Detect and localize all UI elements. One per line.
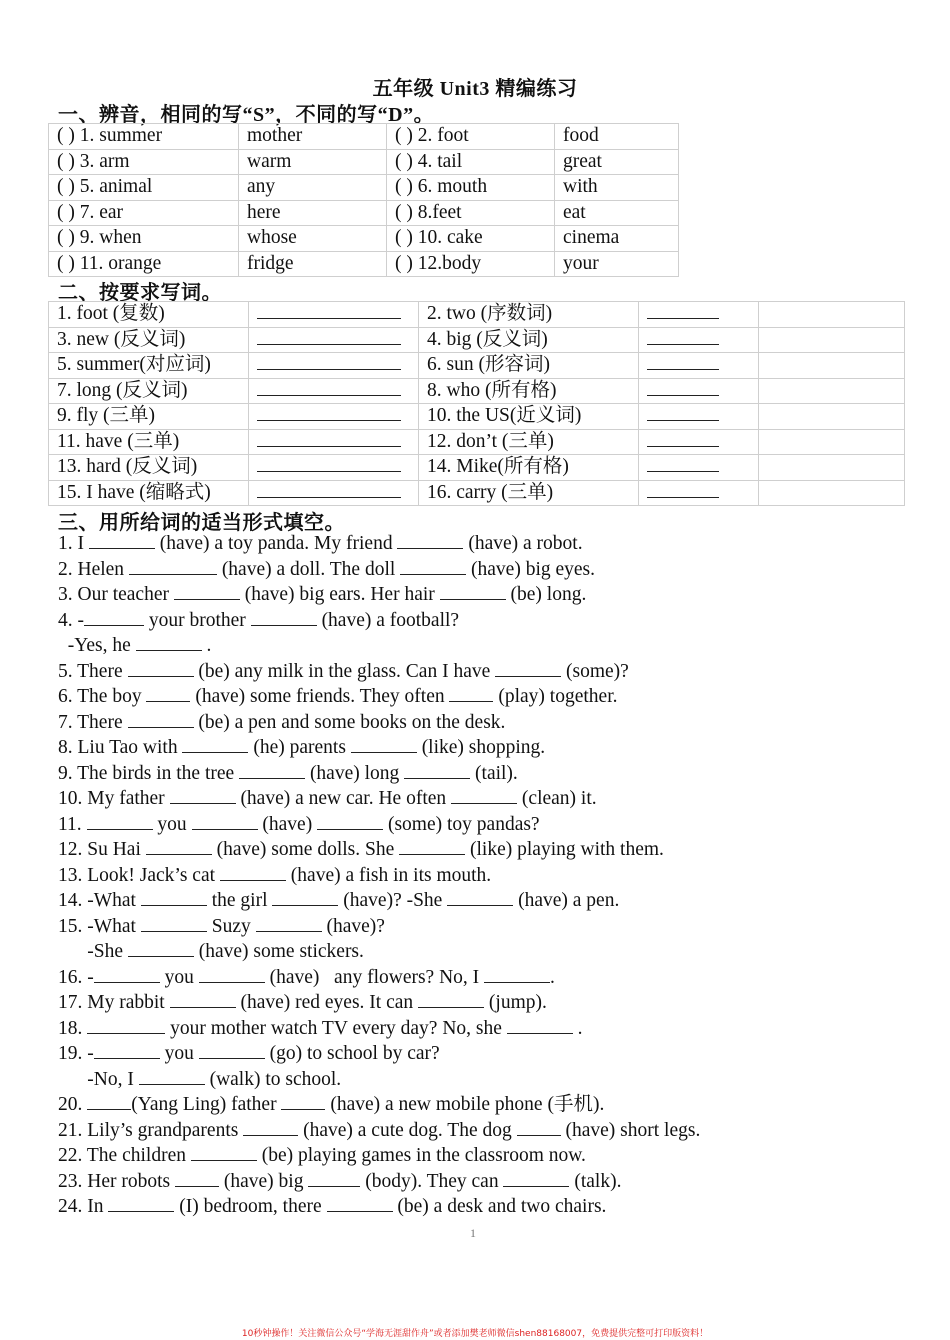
- prompt-word: 11. have (三单): [49, 429, 249, 455]
- exercise-text: (some) toy pandas?: [383, 813, 540, 835]
- exercise-text: .: [550, 966, 555, 988]
- exercise-text: -No, I: [58, 1068, 139, 1090]
- exercise-text: (have)?: [321, 915, 385, 937]
- answer-blank[interactable]: [257, 455, 401, 472]
- answer-blank[interactable]: [87, 1093, 131, 1110]
- exercise-text: (talk).: [569, 1170, 622, 1192]
- exercise-text: (body). They can: [360, 1170, 504, 1192]
- answer-blank[interactable]: [647, 379, 719, 396]
- exercise-text: 21. Lily’s grandparents: [58, 1119, 244, 1141]
- exercise-text: you: [152, 813, 192, 835]
- exercise-line: [58, 1170, 621, 1194]
- exercise-text: 3. Our teacher: [58, 584, 174, 605]
- exercise-line: [58, 940, 364, 964]
- exercise-line: [58, 660, 629, 684]
- exercise-text: 5. There: [58, 660, 128, 682]
- exercise-text: 17. My rabbit: [58, 992, 170, 1013]
- comparison-word: whose: [239, 226, 387, 252]
- footer-notice: 10秒钟操作！关注微信公众号“学海无涯甜作舟”或者添加樊老师微信shen88168007，免费提供完整可打印版资料！: [241, 1329, 709, 1339]
- answer-blank[interactable]: [495, 660, 561, 677]
- table-row: [49, 455, 905, 481]
- exercise-text: 15. -What: [58, 915, 141, 937]
- exercise-line: [58, 991, 547, 1015]
- answer-blank[interactable]: [647, 455, 719, 472]
- table-row: [49, 327, 905, 353]
- answer-blank[interactable]: [399, 838, 465, 855]
- exercise-text: .: [572, 1017, 583, 1039]
- exercise-text: 9. The birds in the tree: [58, 762, 240, 784]
- answer-blank[interactable]: [199, 1042, 265, 1059]
- exercise-line: [58, 813, 540, 837]
- exercise-text: 7. There: [58, 711, 128, 733]
- answer-blank[interactable]: [257, 430, 401, 447]
- prompt-word: 3. new (反义词): [49, 327, 249, 353]
- table-row: [49, 175, 679, 201]
- answer-blank[interactable]: [239, 762, 305, 779]
- answer-blank[interactable]: [327, 1195, 393, 1212]
- question-word: ( ) 9. when: [49, 226, 239, 252]
- prompt-word: 6. sun (形容词): [419, 353, 639, 379]
- exercise-text: 23. Her robots: [58, 1170, 175, 1192]
- comparison-word: great: [555, 149, 679, 175]
- answer-blank[interactable]: [503, 1170, 569, 1187]
- answer-blank[interactable]: [400, 558, 466, 575]
- comparison-word: warm: [239, 149, 387, 175]
- comparison-word: your: [555, 251, 679, 277]
- answer-blank[interactable]: [418, 991, 484, 1008]
- extra-cell[interactable]: [759, 378, 905, 404]
- exercise-text: (go) to school by car?: [264, 1043, 440, 1064]
- answer-blank[interactable]: [129, 558, 217, 575]
- prompt-word: 2. two (序数词): [419, 302, 639, 328]
- exercise-text: 18.: [58, 1017, 88, 1039]
- answer-blank[interactable]: [317, 813, 383, 830]
- answer-blank[interactable]: [257, 302, 401, 319]
- answer-blank[interactable]: [141, 915, 207, 932]
- answer-blank[interactable]: [647, 481, 719, 498]
- exercise-line: [58, 966, 555, 990]
- question-word: ( ) 5. animal: [49, 175, 239, 201]
- exercise-text: 19. -: [58, 1043, 94, 1064]
- exercise-line: [58, 634, 211, 658]
- exercise-text: Suzy: [206, 915, 256, 937]
- exercise-text: (have) a fish in its mouth.: [285, 864, 492, 886]
- exercise-text: (have) red eyes. It can: [235, 992, 419, 1013]
- exercise-text: (like) shopping.: [416, 737, 546, 758]
- exercise-text: you: [159, 1043, 199, 1064]
- exercise-line: [58, 532, 583, 556]
- exercise-text: (have) big ears. Her hair: [239, 584, 440, 605]
- exercise-line: [58, 1068, 341, 1092]
- answer-blank[interactable]: [507, 1017, 573, 1034]
- exercise-text: the girl: [206, 890, 273, 911]
- answer-cell[interactable]: [639, 302, 759, 328]
- question-word: ( ) 7. ear: [49, 200, 239, 226]
- answer-blank[interactable]: [84, 609, 144, 626]
- exercise-text: (be) any milk in the glass. Can I have: [193, 660, 496, 682]
- answer-cell[interactable]: [249, 404, 419, 430]
- answer-cell[interactable]: [249, 429, 419, 455]
- answer-blank[interactable]: [199, 966, 265, 983]
- answer-cell[interactable]: [639, 327, 759, 353]
- exercise-text: (be) a desk and two chairs.: [392, 1196, 607, 1217]
- answer-blank[interactable]: [108, 1195, 174, 1212]
- prompt-word: 4. big (反义词): [419, 327, 639, 353]
- exercise-text: (Yang Ling) father: [131, 1094, 282, 1115]
- exercise-text: 8. Liu Tao with: [58, 737, 183, 758]
- prompt-word: 10. the US(近义词): [419, 404, 639, 430]
- answer-blank[interactable]: [404, 762, 470, 779]
- answer-blank[interactable]: [94, 1042, 160, 1059]
- question-word: ( ) 4. tail: [387, 149, 555, 175]
- exercise-text: (have) short legs.: [560, 1119, 701, 1141]
- answer-cell[interactable]: [639, 429, 759, 455]
- answer-blank[interactable]: [647, 404, 719, 421]
- exercise-line: [58, 685, 617, 709]
- comparison-word: eat: [555, 200, 679, 226]
- exercise-line: [58, 889, 619, 913]
- answer-blank[interactable]: [192, 813, 258, 830]
- exercise-line: [58, 1042, 440, 1066]
- answer-cell[interactable]: [249, 480, 419, 506]
- table-row: [49, 124, 679, 150]
- extra-cell[interactable]: [759, 455, 905, 481]
- prompt-word: 16. carry (三单): [419, 480, 639, 506]
- answer-blank[interactable]: [517, 1119, 561, 1136]
- answer-blank[interactable]: [174, 583, 240, 600]
- exercise-text: (have) big eyes.: [466, 558, 596, 580]
- exercise-text: (be) a pen and some books on the desk.: [193, 711, 506, 733]
- exercise-text: (clean) it.: [517, 788, 597, 809]
- answer-blank[interactable]: [451, 787, 517, 804]
- exercise-text: (have) a new car. He often: [235, 788, 452, 809]
- exercise-line: [58, 915, 385, 939]
- answer-blank[interactable]: [256, 915, 322, 932]
- exercise-line: [58, 711, 505, 735]
- table-row: [49, 480, 905, 506]
- comparison-word: food: [555, 124, 679, 150]
- exercise-text: your brother: [144, 609, 251, 631]
- comparison-word: any: [239, 175, 387, 201]
- exercise-line: [58, 762, 518, 786]
- exercise-text: (have) some friends. They often: [190, 686, 450, 707]
- answer-blank[interactable]: [484, 966, 550, 983]
- answer-blank[interactable]: [440, 583, 506, 600]
- exercise-text: (have) a new mobile phone (手机).: [325, 1094, 605, 1115]
- prompt-word: 7. long (反义词): [49, 378, 249, 404]
- exercise-text: (have) a robot.: [463, 533, 583, 554]
- exercise-text: (have) big: [218, 1170, 309, 1192]
- answer-cell[interactable]: [249, 378, 419, 404]
- exercise-text: 1. I: [58, 533, 89, 554]
- exercise-text: (he) parents: [248, 737, 351, 758]
- prompt-word: 15. I have (缩略式): [49, 480, 249, 506]
- answer-blank[interactable]: [170, 991, 236, 1008]
- answer-blank[interactable]: [220, 864, 286, 881]
- answer-blank[interactable]: [257, 404, 401, 421]
- exercise-text: (have): [257, 813, 318, 835]
- extra-cell[interactable]: [759, 302, 905, 328]
- answer-blank[interactable]: [647, 328, 719, 345]
- answer-blank[interactable]: [146, 838, 212, 855]
- exercise-text: 6. The boy: [58, 686, 147, 707]
- answer-blank[interactable]: [141, 889, 207, 906]
- answer-cell[interactable]: [639, 404, 759, 430]
- answer-blank[interactable]: [243, 1119, 298, 1136]
- comparison-word: fridge: [239, 251, 387, 277]
- exercise-text: (have) a toy panda. My friend: [154, 533, 398, 554]
- exercise-line: [58, 787, 597, 811]
- answer-cell[interactable]: [249, 455, 419, 481]
- exercise-text: 13. Look! Jack’s cat: [58, 864, 220, 886]
- comparison-word: here: [239, 200, 387, 226]
- page-title: 五年级 Unit3 精编练习: [372, 78, 578, 100]
- extra-cell[interactable]: [759, 353, 905, 379]
- answer-blank[interactable]: [647, 353, 719, 370]
- answer-blank[interactable]: [128, 940, 194, 957]
- answer-cell[interactable]: [639, 353, 759, 379]
- question-word: ( ) 12.body: [387, 251, 555, 277]
- exercise-text: (tail).: [470, 762, 518, 784]
- answer-blank[interactable]: [128, 660, 194, 677]
- exercise-text: 2. Helen: [58, 558, 129, 580]
- answer-blank[interactable]: [89, 532, 155, 549]
- answer-blank[interactable]: [397, 532, 463, 549]
- answer-blank[interactable]: [139, 1068, 205, 1085]
- sound-comparison-table: [48, 123, 679, 277]
- exercise-text: (have)? -She: [338, 890, 448, 911]
- exercise-text: (have) a cute dog. The dog: [298, 1119, 517, 1141]
- exercise-line: [58, 736, 545, 760]
- answer-blank[interactable]: [308, 1170, 360, 1187]
- exercise-text: 4. -: [58, 609, 84, 631]
- answer-cell[interactable]: [249, 327, 419, 353]
- section-three-heading: 三、用所给词的适当形式填空。: [58, 512, 345, 534]
- extra-cell[interactable]: [759, 404, 905, 430]
- answer-blank[interactable]: [351, 736, 417, 753]
- answer-blank[interactable]: [170, 787, 236, 804]
- extra-cell[interactable]: [759, 429, 905, 455]
- answer-blank[interactable]: [182, 736, 248, 753]
- prompt-word: 1. foot (复数): [49, 302, 249, 328]
- exercise-line: [58, 1093, 604, 1117]
- exercise-text: (have) any flowers? No, I: [264, 966, 485, 988]
- extra-cell[interactable]: [759, 327, 905, 353]
- exercise-text: (be) long.: [505, 584, 587, 605]
- answer-blank[interactable]: [647, 302, 719, 319]
- exercise-text: 16. -: [58, 966, 94, 988]
- question-word: ( ) 1. summer: [49, 124, 239, 150]
- answer-cell[interactable]: [639, 378, 759, 404]
- comparison-word: cinema: [555, 226, 679, 252]
- table-row: [49, 404, 905, 430]
- prompt-word: 9. fly (三单): [49, 404, 249, 430]
- prompt-word: 12. don’t (三单): [419, 429, 639, 455]
- table-row: [49, 378, 905, 404]
- answer-blank[interactable]: [447, 889, 513, 906]
- answer-blank[interactable]: [146, 685, 190, 702]
- answer-blank[interactable]: [257, 328, 401, 345]
- answer-blank[interactable]: [191, 1144, 257, 1161]
- exercise-line: [58, 838, 664, 862]
- answer-blank[interactable]: [449, 685, 493, 702]
- exercise-line: [58, 1195, 606, 1219]
- table-row: [49, 149, 679, 175]
- question-word: ( ) 10. cake: [387, 226, 555, 252]
- answer-blank[interactable]: [94, 966, 160, 983]
- exercise-line: [58, 1017, 583, 1041]
- exercise-text: (be) playing games in the classroom now.: [256, 1145, 586, 1166]
- section-two-heading: 二、按要求写词。: [58, 282, 222, 304]
- answer-blank[interactable]: [257, 481, 401, 498]
- exercise-text: 10. My father: [58, 788, 170, 809]
- table-row: [49, 429, 905, 455]
- comparison-word: with: [555, 175, 679, 201]
- table-row: [49, 353, 905, 379]
- answer-blank[interactable]: [175, 1170, 219, 1187]
- answer-cell[interactable]: [639, 480, 759, 506]
- exercise-line: [58, 864, 491, 888]
- exercise-line: [58, 558, 595, 582]
- answer-cell[interactable]: [249, 353, 419, 379]
- prompt-word: 13. hard (反义词): [49, 455, 249, 481]
- question-word: ( ) 3. arm: [49, 149, 239, 175]
- answer-blank[interactable]: [647, 430, 719, 447]
- exercise-text: -Yes, he: [58, 635, 136, 656]
- exercise-line: [58, 583, 586, 607]
- exercise-text: (jump).: [484, 992, 547, 1013]
- comparison-word: mother: [239, 124, 387, 150]
- exercise-text: 20.: [58, 1094, 88, 1115]
- question-word: ( ) 6. mouth: [387, 175, 555, 201]
- section-one-heading: 一、辨音，相同的写“S”，不同的写“D”。: [58, 104, 435, 126]
- question-word: ( ) 11. orange: [49, 251, 239, 277]
- answer-blank[interactable]: [281, 1093, 325, 1110]
- prompt-word: 5. summer(对应词): [49, 353, 249, 379]
- exercise-text: .: [201, 635, 212, 656]
- exercise-text: (have) a pen.: [513, 890, 620, 911]
- page-number: 1: [470, 1226, 476, 1240]
- answer-blank[interactable]: [272, 889, 338, 906]
- exercise-text: (walk) to school.: [204, 1068, 342, 1090]
- exercise-text: 11.: [58, 813, 87, 835]
- exercise-text: (have) long: [305, 762, 405, 784]
- answer-cell[interactable]: [639, 455, 759, 481]
- answer-blank[interactable]: [251, 609, 317, 626]
- exercise-line: [58, 1144, 586, 1168]
- answer-blank[interactable]: [128, 711, 194, 728]
- exercise-text: 12. Su Hai: [58, 839, 146, 860]
- answer-blank[interactable]: [87, 1017, 165, 1034]
- exercise-text: (have) some dolls. She: [211, 839, 400, 860]
- table-row: [49, 302, 905, 328]
- exercise-line: [58, 609, 459, 633]
- question-word: ( ) 2. foot: [387, 124, 555, 150]
- exercise-text: (have) a doll. The doll: [216, 558, 401, 580]
- extra-cell[interactable]: [759, 480, 905, 506]
- answer-cell[interactable]: [249, 302, 419, 328]
- exercise-text: -She: [58, 941, 128, 962]
- prompt-word: 14. Mike(所有格): [419, 455, 639, 481]
- exercise-text: (some)?: [561, 660, 629, 682]
- exercise-text: (have) a football?: [316, 609, 460, 631]
- exercise-text: 24. In: [58, 1196, 109, 1217]
- exercise-text: (like) playing with them.: [465, 839, 664, 860]
- table-row: [49, 226, 679, 252]
- exercise-text: (I) bedroom, there: [174, 1196, 327, 1217]
- exercise-text: (play) together.: [493, 686, 618, 707]
- exercise-text: 14. -What: [58, 890, 141, 911]
- question-word: ( ) 8.feet: [387, 200, 555, 226]
- answer-blank[interactable]: [87, 813, 153, 830]
- exercise-text: 22. The children: [58, 1145, 191, 1166]
- answer-blank[interactable]: [136, 634, 202, 651]
- word-forms-table: [48, 301, 905, 506]
- exercise-text: you: [159, 966, 199, 988]
- answer-blank[interactable]: [257, 379, 401, 396]
- exercise-text: (have) some stickers.: [193, 941, 364, 962]
- prompt-word: 8. who (所有格): [419, 378, 639, 404]
- table-row: [49, 251, 679, 277]
- exercise-text: your mother watch TV every day? No, she: [165, 1017, 507, 1039]
- table-row: [49, 200, 679, 226]
- exercise-line: [58, 1119, 700, 1143]
- answer-blank[interactable]: [257, 353, 401, 370]
